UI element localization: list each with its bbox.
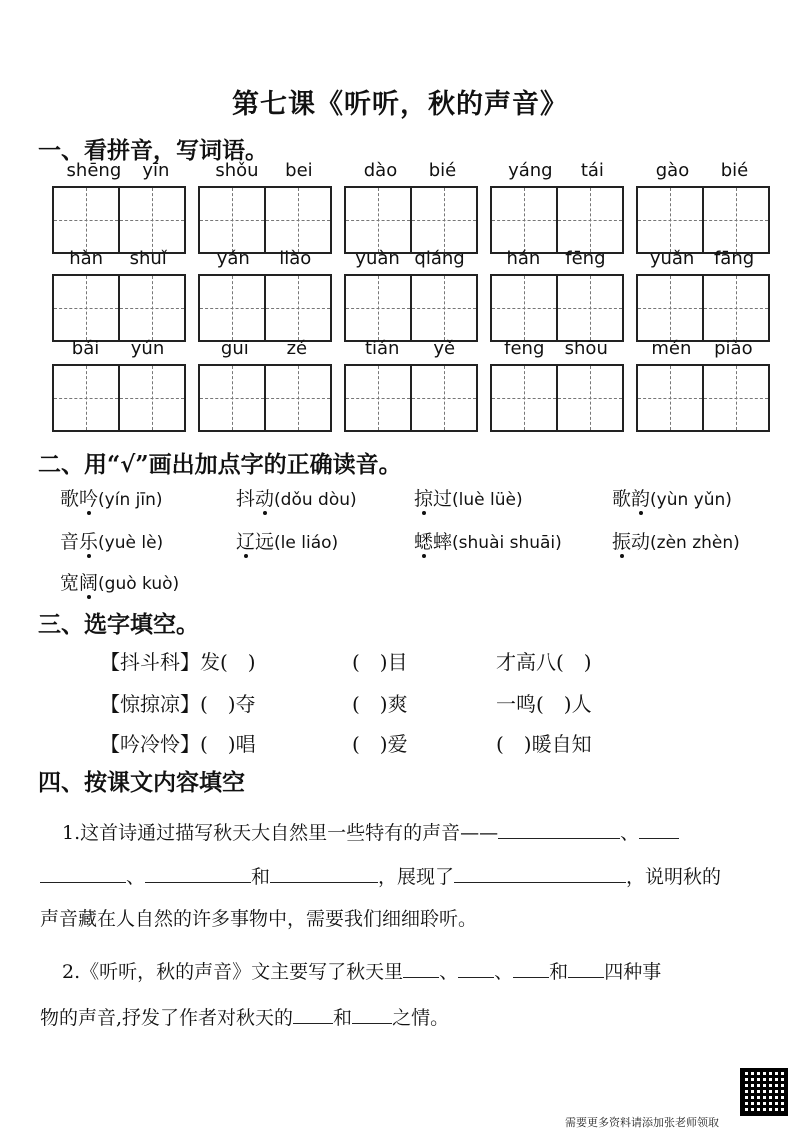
pinyin-syllable: shēng xyxy=(66,160,122,181)
writing-box[interactable] xyxy=(54,366,120,430)
pinyin-syllable: shōu xyxy=(564,338,608,359)
pinyin-label xyxy=(50,248,186,274)
writing-boxes xyxy=(52,186,186,254)
writing-box[interactable] xyxy=(492,276,558,340)
pinyin-syllable: qiáng xyxy=(414,248,465,269)
word-cell xyxy=(342,338,478,364)
writing-boxes xyxy=(198,364,332,432)
section3-heading: 三、选字填空。 xyxy=(38,611,199,638)
fill-item[interactable]: ( )爽 xyxy=(352,692,408,716)
fill-item[interactable]: 【惊掠凉】( )夺 xyxy=(100,692,256,716)
pinyin-choices[interactable]: (yín jīn) xyxy=(98,490,163,510)
pinyin-syllable: zé xyxy=(286,338,308,359)
word-cell xyxy=(342,248,478,274)
pinyin-syllable: yě xyxy=(433,338,456,359)
writing-box[interactable] xyxy=(266,366,330,430)
pinyin-choices[interactable]: (yùn yǔn) xyxy=(650,490,732,510)
writing-box[interactable] xyxy=(412,188,476,252)
section1-heading: 一、看拼音，写词语。 xyxy=(38,137,268,164)
reading-item xyxy=(236,527,338,554)
writing-box[interactable] xyxy=(120,276,184,340)
pinyin-label xyxy=(342,160,478,186)
writing-box[interactable] xyxy=(704,188,768,252)
pinyin-label xyxy=(634,248,770,274)
pinyin-syllable: yáng xyxy=(508,160,553,181)
pinyin-choices[interactable]: (guò kuò) xyxy=(98,574,180,594)
writing-box[interactable] xyxy=(638,276,704,340)
pinyin-syllable: fēng xyxy=(565,248,606,269)
blank[interactable] xyxy=(40,862,126,883)
writing-box[interactable] xyxy=(120,366,184,430)
pinyin-choices[interactable]: (shuài shuāi) xyxy=(452,533,562,553)
footer-note: 需要更多资料请添加张老师领取 xyxy=(565,1116,719,1129)
writing-boxes xyxy=(636,274,770,342)
page-title: 第七课《听听，秋的声音》 xyxy=(232,89,568,120)
dotted-char: 掠 xyxy=(414,488,434,510)
blank[interactable] xyxy=(639,818,679,839)
dotted-char: 阔 xyxy=(79,572,99,594)
pinyin-label xyxy=(488,248,624,274)
pinyin-syllable: fāng xyxy=(713,248,755,269)
writing-boxes xyxy=(198,274,332,342)
word-char: 歌 xyxy=(60,488,80,510)
pinyin-syllable: piào xyxy=(714,338,753,359)
reading-item xyxy=(60,527,163,554)
writing-boxes xyxy=(344,186,478,254)
writing-boxes xyxy=(490,186,624,254)
pinyin-syllable: bei xyxy=(285,160,313,181)
pinyin-label xyxy=(488,338,624,364)
blank[interactable] xyxy=(454,862,626,883)
pinyin-label xyxy=(342,338,478,364)
writing-box[interactable] xyxy=(412,366,476,430)
word-cell xyxy=(196,338,332,364)
pinyin-syllable: bié xyxy=(720,160,749,181)
writing-box[interactable] xyxy=(346,366,412,430)
writing-box[interactable] xyxy=(266,188,330,252)
writing-box[interactable] xyxy=(638,366,704,430)
reading-item xyxy=(612,484,732,511)
writing-box[interactable] xyxy=(266,276,330,340)
blank[interactable] xyxy=(293,1003,333,1024)
q2-line2: 物的声音,抒发了作者对秋天的 和 之情。 xyxy=(40,1003,449,1031)
pinyin-choices[interactable]: (dǒu dòu) xyxy=(274,490,357,510)
dotted-char: 辽 xyxy=(236,531,256,553)
pinyin-choices[interactable]: (zèn zhèn) xyxy=(650,533,740,553)
blank[interactable] xyxy=(352,1003,392,1024)
blank[interactable] xyxy=(513,957,549,978)
word-char: 动 xyxy=(631,531,651,553)
pinyin-label xyxy=(634,338,770,364)
pinyin-choices[interactable]: (luè lüè) xyxy=(452,490,523,510)
pinyin-syllable: fēng xyxy=(504,338,545,359)
pinyin-syllable: tián xyxy=(364,338,400,359)
pinyin-choices[interactable]: (le liáo) xyxy=(274,533,339,553)
pinyin-syllable: yīn xyxy=(142,160,170,181)
pinyin-syllable: yán xyxy=(216,248,250,269)
section2-heading: 二、用“√”画出加点字的正确读音。 xyxy=(38,451,402,478)
word-cell xyxy=(488,248,624,274)
dotted-char: 动 xyxy=(255,488,275,510)
pinyin-syllable: bái xyxy=(71,338,100,359)
pinyin-syllable: dào xyxy=(363,160,398,181)
writing-boxes xyxy=(52,364,186,432)
reading-item xyxy=(60,484,162,511)
writing-box[interactable] xyxy=(120,188,184,252)
writing-box[interactable] xyxy=(492,366,558,430)
dotted-char: 振 xyxy=(612,531,632,553)
writing-box[interactable] xyxy=(200,276,266,340)
writing-box[interactable] xyxy=(638,188,704,252)
word-cell xyxy=(634,160,770,186)
fill-item[interactable]: ( )目 xyxy=(352,650,408,674)
pinyin-syllable: hán xyxy=(506,248,541,269)
word-char: 音 xyxy=(60,531,80,553)
pinyin-label xyxy=(196,160,332,186)
blank[interactable] xyxy=(403,957,439,978)
section4-heading: 四、按课文内容填空 xyxy=(38,769,245,796)
writing-boxes xyxy=(198,186,332,254)
writing-box[interactable] xyxy=(54,276,120,340)
writing-boxes xyxy=(52,274,186,342)
pinyin-syllable: mén xyxy=(651,338,692,359)
word-cell xyxy=(196,248,332,274)
fill-item[interactable]: 一鸣( )人 xyxy=(496,692,592,716)
pinyin-label xyxy=(488,160,624,186)
reading-item xyxy=(236,484,357,511)
word-cell xyxy=(634,248,770,274)
word-char: 抖 xyxy=(236,488,256,510)
pinyin-syllable: yuǎn xyxy=(649,248,695,269)
writing-box[interactable] xyxy=(200,188,266,252)
dotted-char: 韵 xyxy=(631,488,651,510)
word-char: 歌 xyxy=(612,488,632,510)
q1-line3: 声音藏在人自然的许多事物中，需要我们细细聆听。 xyxy=(40,908,478,930)
pinyin-choices[interactable]: (yuè lè) xyxy=(98,533,164,553)
writing-boxes xyxy=(344,364,478,432)
blank[interactable] xyxy=(498,818,620,839)
pinyin-syllable: guī xyxy=(220,338,249,359)
word-cell xyxy=(50,248,186,274)
reading-item xyxy=(612,527,740,554)
writing-boxes xyxy=(636,186,770,254)
word-char: 蟀 xyxy=(433,531,453,553)
pinyin-label xyxy=(50,338,186,364)
dotted-char: 乐 xyxy=(79,531,99,553)
pinyin-label xyxy=(634,160,770,186)
fill-item[interactable]: ( )暖自知 xyxy=(496,732,592,756)
word-char: 过 xyxy=(433,488,453,510)
word-cell xyxy=(488,338,624,364)
writing-boxes xyxy=(636,364,770,432)
reading-item xyxy=(60,568,179,595)
writing-box[interactable] xyxy=(704,276,768,340)
pinyin-syllable: yún xyxy=(130,338,165,359)
writing-boxes xyxy=(490,274,624,342)
pinyin-syllable: shuǐ xyxy=(129,248,167,269)
word-cell xyxy=(50,338,186,364)
writing-boxes xyxy=(344,274,478,342)
word-cell xyxy=(196,160,332,186)
writing-box[interactable] xyxy=(558,366,622,430)
blank[interactable] xyxy=(458,957,494,978)
pinyin-label xyxy=(196,248,332,274)
pinyin-syllable: bié xyxy=(428,160,457,181)
pinyin-label xyxy=(50,160,186,186)
fill-item[interactable]: ( )爱 xyxy=(352,732,408,756)
pinyin-syllable: tái xyxy=(580,160,604,181)
blank[interactable] xyxy=(145,862,251,883)
writing-box[interactable] xyxy=(200,366,266,430)
q1-line1: 1.这首诗通过描写秋天大自然里一些特有的声音—— 、 xyxy=(62,818,679,846)
q2-line1: 2.《听听，秋的声音》文主要写了秋天里 、 、 和 四种事 xyxy=(62,957,661,985)
blank[interactable] xyxy=(270,862,378,883)
reading-item xyxy=(414,484,523,511)
writing-box[interactable] xyxy=(412,276,476,340)
dotted-char: 吟 xyxy=(79,488,99,510)
pinyin-label xyxy=(342,248,478,274)
writing-box[interactable] xyxy=(558,188,622,252)
writing-box[interactable] xyxy=(704,366,768,430)
blank[interactable] xyxy=(568,957,604,978)
pinyin-syllable: hàn xyxy=(69,248,104,269)
word-cell xyxy=(342,160,478,186)
fill-item[interactable]: 【吟冷怜】( )唱 xyxy=(100,732,256,756)
pinyin-syllable: yuàn xyxy=(355,248,400,269)
writing-box[interactable] xyxy=(492,188,558,252)
reading-item xyxy=(414,527,562,554)
qr-code xyxy=(740,1068,788,1116)
dotted-char: 蟋 xyxy=(414,531,434,553)
pinyin-syllable: gào xyxy=(655,160,690,181)
q1-line2: 、 和 ，展现了 ，说明秋的 xyxy=(40,862,721,890)
pinyin-syllable: liào xyxy=(279,248,312,269)
word-cell xyxy=(50,160,186,186)
fill-item[interactable]: 【抖斗科】发( ) xyxy=(100,650,256,674)
word-char: 宽 xyxy=(60,572,80,594)
word-char: 远 xyxy=(255,531,275,553)
fill-item[interactable]: 才高八( ) xyxy=(496,650,592,674)
writing-box[interactable] xyxy=(558,276,622,340)
writing-box[interactable] xyxy=(346,188,412,252)
writing-boxes xyxy=(490,364,624,432)
word-cell xyxy=(488,160,624,186)
pinyin-label xyxy=(196,338,332,364)
writing-box[interactable] xyxy=(346,276,412,340)
writing-box[interactable] xyxy=(54,188,120,252)
word-cell xyxy=(634,338,770,364)
pinyin-syllable: shǒu xyxy=(215,160,259,181)
